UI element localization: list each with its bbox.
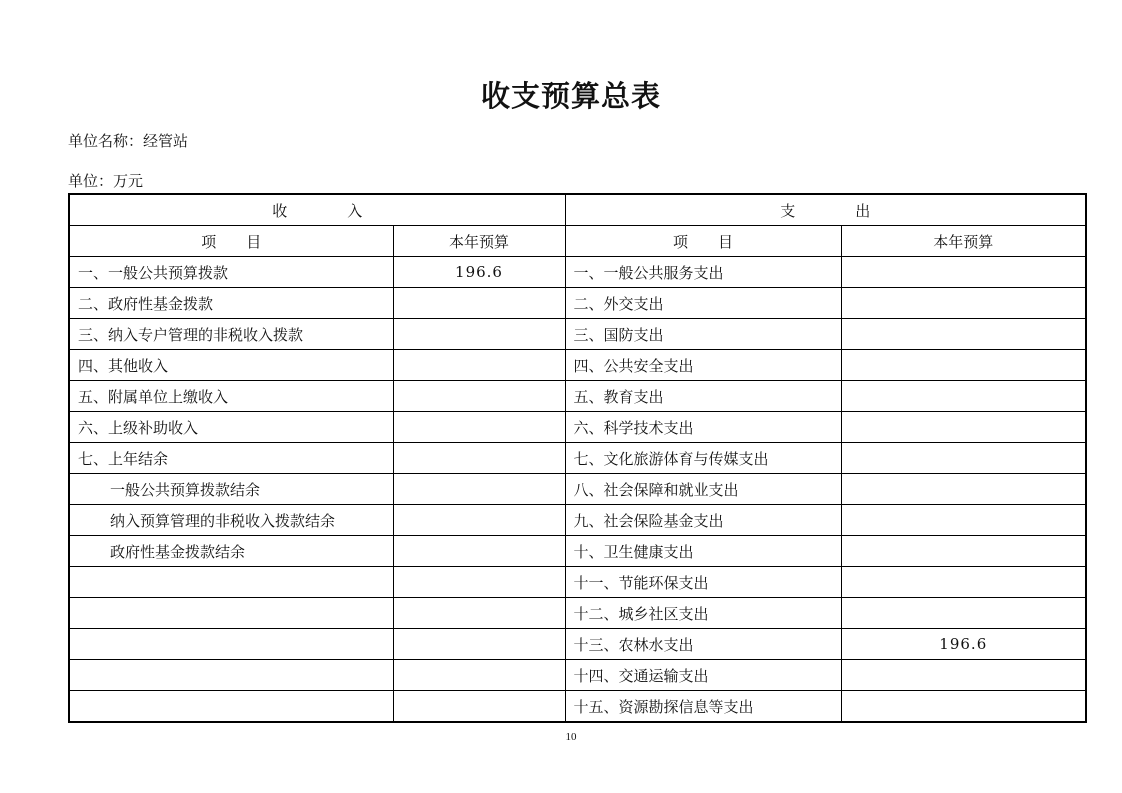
income-budget-cell <box>393 350 565 381</box>
page-title: 收支预算总表 <box>480 79 661 113</box>
expense-budget-cell <box>841 567 1086 598</box>
income-budget-cell <box>393 443 565 474</box>
expense-item-cell: 四、公共安全支出 <box>565 350 841 381</box>
income-item-header: 项 目 <box>69 226 393 257</box>
expense-item-cell: 一、一般公共服务支出 <box>565 257 841 288</box>
income-item-cell: 六、上级补助收入 <box>69 412 393 443</box>
expense-budget-header: 本年预算 <box>841 226 1086 257</box>
expense-item-cell: 十三、农林水支出 <box>565 629 841 660</box>
income-budget-header: 本年预算 <box>393 226 565 257</box>
income-item-cell: 五、附属单位上缴收入 <box>69 381 393 412</box>
expense-item-header: 项 目 <box>565 226 841 257</box>
income-budget-cell <box>393 660 565 691</box>
expense-item-cell: 二、外交支出 <box>565 288 841 319</box>
expense-budget-cell <box>841 660 1086 691</box>
income-item-cell <box>69 567 393 598</box>
income-item-cell: 二、政府性基金拨款 <box>69 288 393 319</box>
table-row <box>69 319 1086 350</box>
expense-item-cell: 十一、节能环保支出 <box>565 567 841 598</box>
income-item-cell: 四、其他收入 <box>69 350 393 381</box>
expense-budget-cell <box>841 443 1086 474</box>
expense-budget-cell <box>841 257 1086 288</box>
income-item-cell <box>69 660 393 691</box>
table-row <box>69 505 1086 536</box>
table-row <box>69 598 1086 629</box>
table-group-header-row <box>69 194 1086 226</box>
expense-item-cell: 八、社会保障和就业支出 <box>565 474 841 505</box>
income-budget-cell <box>393 598 565 629</box>
table-row <box>69 412 1086 443</box>
expense-item-cell: 三、国防支出 <box>565 319 841 350</box>
income-item-cell: 政府性基金拨款结余 <box>69 536 393 567</box>
unit-name-label: 单位名称：经管站 <box>68 132 189 150</box>
expense-item-cell: 七、文化旅游体育与传媒支出 <box>565 443 841 474</box>
budget-table <box>68 193 1087 723</box>
income-budget-cell <box>393 567 565 598</box>
table-row <box>69 691 1086 723</box>
income-item-cell: 一般公共预算拨款结余 <box>69 474 393 505</box>
expense-budget-cell <box>841 319 1086 350</box>
unit-label: 单位：万元 <box>68 172 144 190</box>
table-row <box>69 536 1086 567</box>
income-item-cell: 一、一般公共预算拨款 <box>69 257 393 288</box>
table-row <box>69 474 1086 505</box>
expense-budget-cell <box>841 691 1086 723</box>
income-budget-cell <box>393 319 565 350</box>
income-budget-cell <box>393 505 565 536</box>
income-group-header: 收 入 <box>69 194 565 226</box>
table-row <box>69 660 1086 691</box>
income-budget-cell <box>393 629 565 660</box>
income-budget-cell <box>393 474 565 505</box>
expense-item-cell: 十、卫生健康支出 <box>565 536 841 567</box>
expense-item-cell: 十五、资源勘探信息等支出 <box>565 691 841 723</box>
expense-item-cell: 六、科学技术支出 <box>565 412 841 443</box>
table-row <box>69 288 1086 319</box>
expense-budget-cell <box>841 381 1086 412</box>
expense-item-cell: 九、社会保险基金支出 <box>565 505 841 536</box>
expense-budget-cell <box>841 505 1086 536</box>
expense-budget-cell <box>841 412 1086 443</box>
expense-item-cell: 十四、交通运输支出 <box>565 660 841 691</box>
table-row <box>69 443 1086 474</box>
income-budget-cell <box>393 536 565 567</box>
income-budget-cell <box>393 691 565 723</box>
page-number: 10 <box>565 731 577 743</box>
expense-item-cell: 五、教育支出 <box>565 381 841 412</box>
table-column-header-row <box>69 226 1086 257</box>
expense-budget-cell: 196.6 <box>841 629 1086 660</box>
income-budget-cell: 196.6 <box>393 257 565 288</box>
income-budget-cell <box>393 288 565 319</box>
expense-budget-cell <box>841 350 1086 381</box>
income-item-cell <box>69 691 393 723</box>
expense-group-header: 支 出 <box>565 194 1086 226</box>
income-item-cell <box>69 598 393 629</box>
income-item-cell: 七、上年结余 <box>69 443 393 474</box>
expense-budget-cell <box>841 288 1086 319</box>
table-row <box>69 629 1086 660</box>
table-row <box>69 257 1086 288</box>
income-item-cell: 纳入预算管理的非税收入拨款结余 <box>69 505 393 536</box>
expense-budget-cell <box>841 598 1086 629</box>
expense-budget-cell <box>841 536 1086 567</box>
expense-item-cell: 十二、城乡社区支出 <box>565 598 841 629</box>
table-row <box>69 567 1086 598</box>
expense-budget-cell <box>841 474 1086 505</box>
income-budget-cell <box>393 381 565 412</box>
table-row <box>69 381 1086 412</box>
income-item-cell: 三、纳入专户管理的非税收入拨款 <box>69 319 393 350</box>
table-row <box>69 350 1086 381</box>
income-item-cell <box>69 629 393 660</box>
income-budget-cell <box>393 412 565 443</box>
